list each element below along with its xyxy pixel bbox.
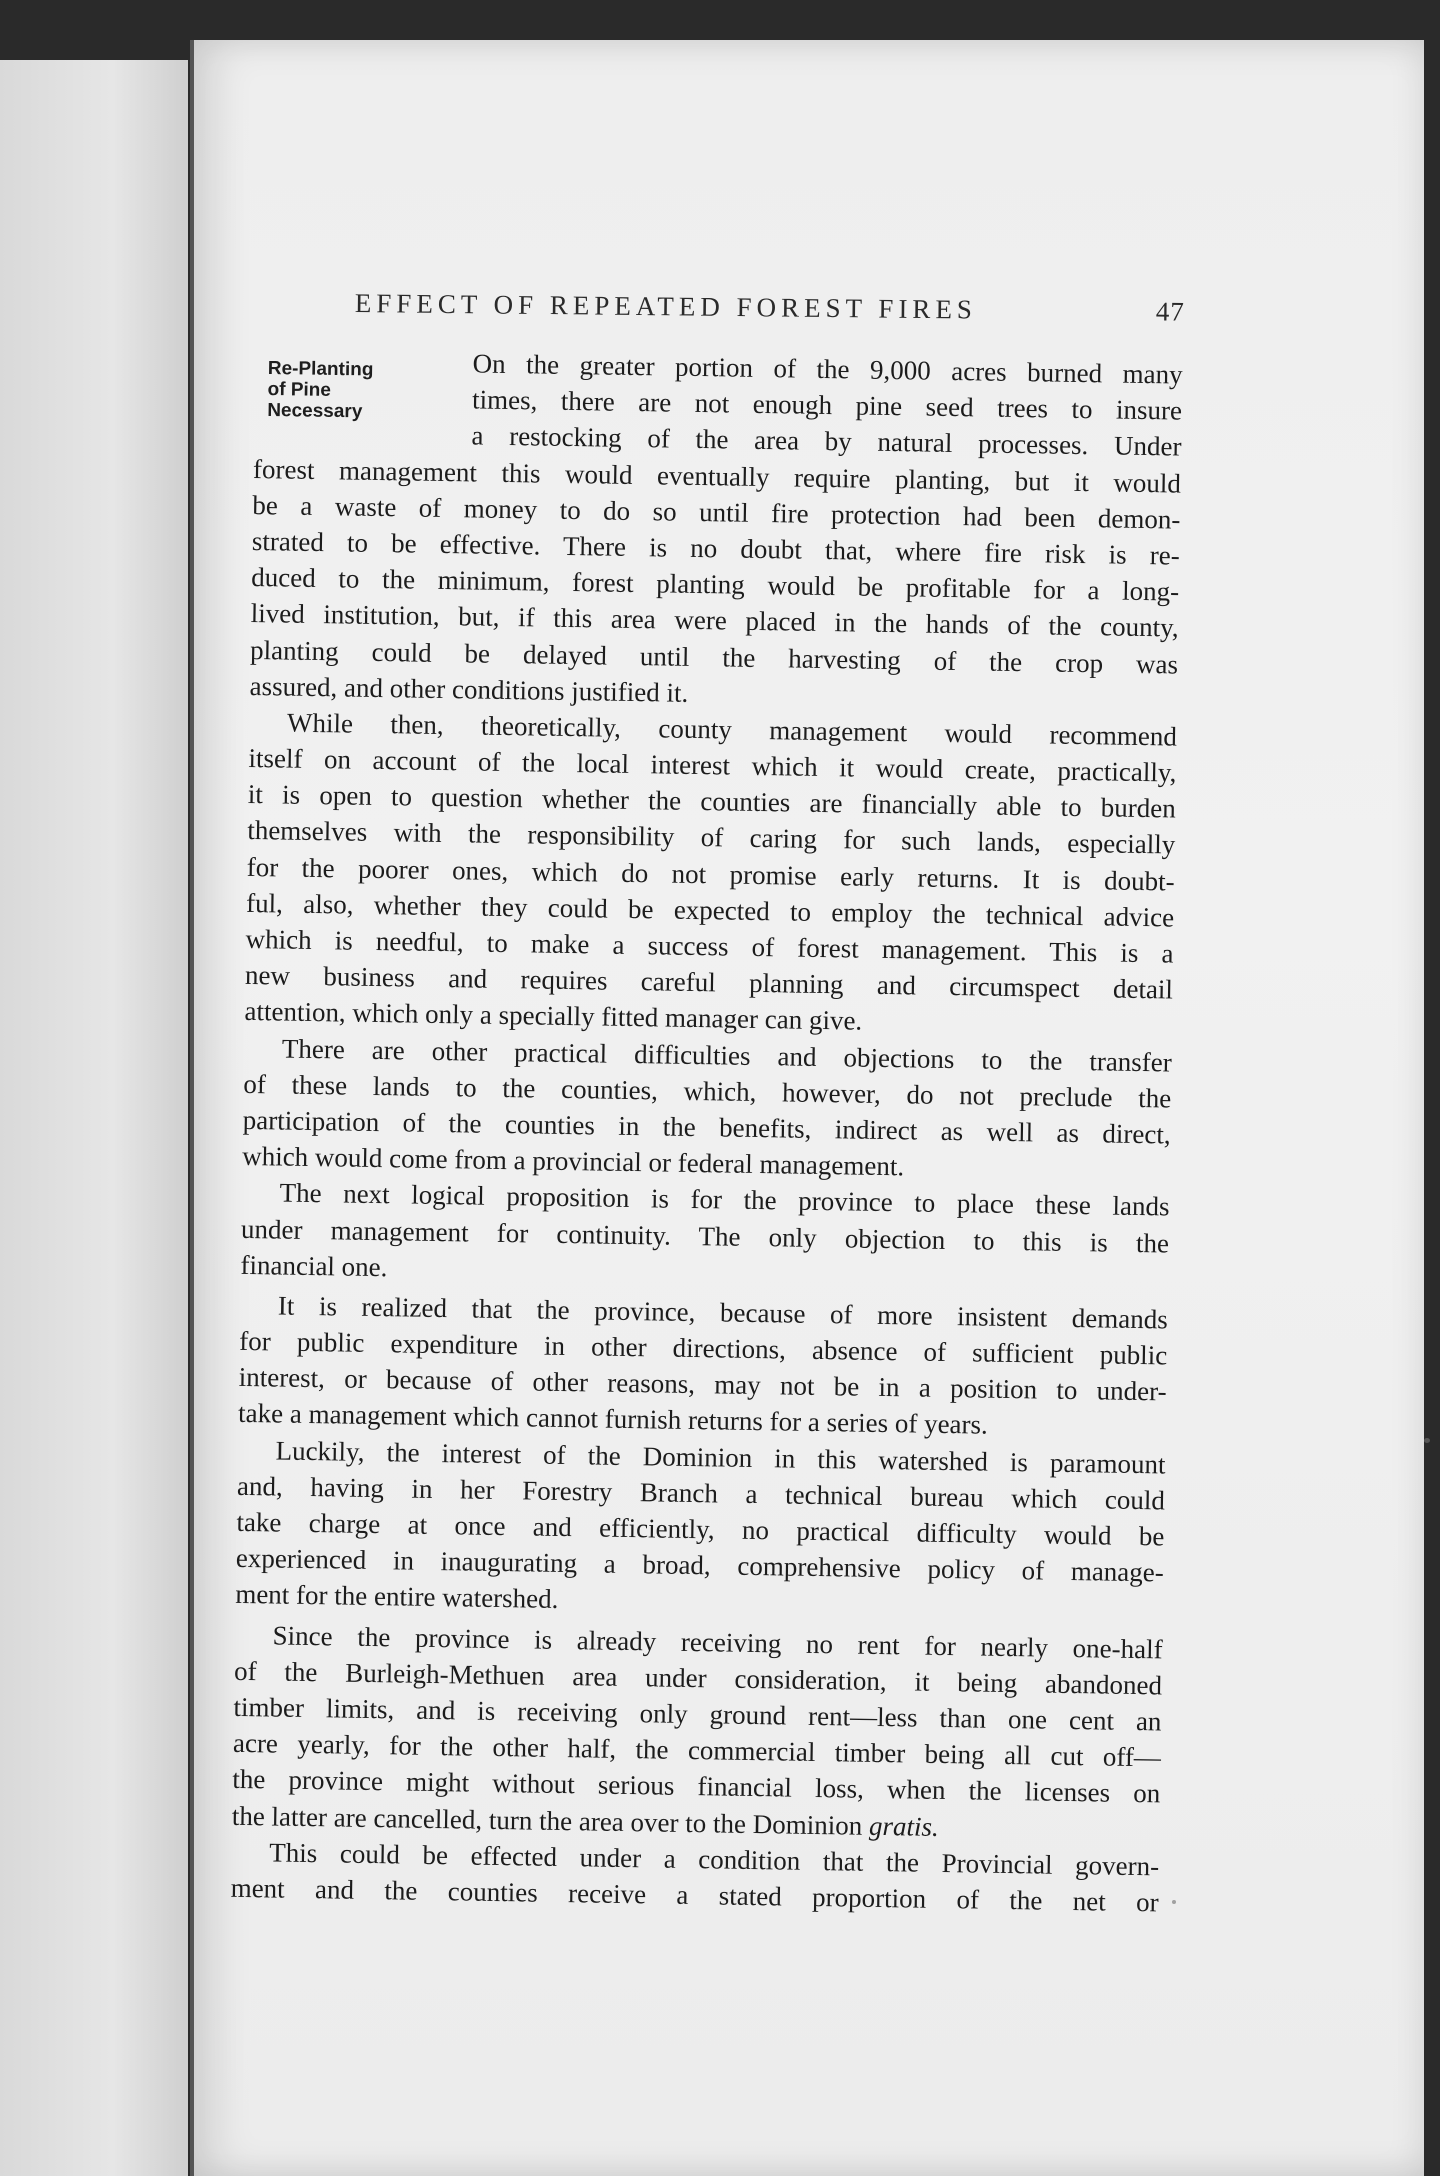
text-line: be a waste of money to do so until fire protection had been demon-: [252, 489, 1181, 535]
text-line: the province might without serious financial loss, when the licenses on: [232, 1764, 1161, 1809]
text-line: planting could be delayed until the harvesting of the crop was: [249, 634, 1179, 680]
paragraph: [230, 1834, 1159, 1921]
text-line: for public expenditure in other directions, absence of sufficient public: [239, 1325, 1168, 1371]
text-line: assured, and other conditions justified it.: [249, 670, 689, 708]
text-line: of these lands to the counties, which, however, do not preclude the: [243, 1068, 1172, 1114]
paragraph: [238, 1287, 1168, 1446]
text-line: under management for continuity. The only objection to this is the: [240, 1213, 1170, 1258]
text-line: lived institution, but, if this area were placed in the hands of the county,: [250, 598, 1179, 643]
text-line: attention, which only a specially fitted manager can give.: [244, 996, 863, 1036]
text-line: and, having in her Forestry Branch a technical bureau which could: [236, 1470, 1166, 1516]
text-line: forest management this would eventually require planting, but it would: [252, 453, 1182, 499]
text-line: which would come from a provincial or federal management.: [241, 1141, 905, 1182]
text-line: It is realized that the province, because of more insistent demands: [277, 1290, 1168, 1335]
paragraph: [242, 1029, 1172, 1188]
paragraph: [232, 1616, 1163, 1848]
text-line: ful, also, whether they could be expected to employ the technical advice: [245, 887, 1175, 933]
text-line: This could be effected under a condition that the Provincial govern-: [269, 1837, 1160, 1882]
text-line: While then, theoretically, county management would recommend: [286, 707, 1178, 752]
text-line: There are other practical difficulties and objections to the transfer: [281, 1033, 1173, 1078]
text-line: take a management which cannot furnish returns for a series of years.: [237, 1398, 989, 1441]
text-line: participation of the counties in the benefits, indirect as well as direct,: [242, 1104, 1171, 1150]
text-line: take charge at once and efficiently, no practical difficulty would be: [236, 1506, 1165, 1552]
margin-note-line: Necessary: [267, 399, 363, 423]
text-line: ment for the entire watershed.: [235, 1579, 559, 1615]
text-line: it is open to question whether the counties are financially able to burden: [247, 779, 1177, 824]
paragraph: [249, 342, 1183, 718]
paragraph: [244, 704, 1177, 1044]
margin-note-line: Re-Planting: [267, 358, 374, 381]
text-line: new business and requires careful planning and circumspect detail: [244, 960, 1174, 1005]
text-line: themselves with the responsibility of caring for such lands, especially: [247, 815, 1176, 860]
running-title: EFFECT OF REPEATED FOREST FIRES: [354, 288, 978, 325]
text-line: ment and the counties receive a stated proportion of the net or: [230, 1872, 1159, 1918]
text-line: experienced in inaugurating a broad, comprehensive policy of manage-: [235, 1543, 1165, 1588]
text-line: duced to the minimum, forest planting would be profitable for a long-: [251, 562, 1180, 607]
italic-word: gratis.: [868, 1810, 940, 1842]
text-line: itself on account of the local interest which it would create, practically,: [248, 743, 1177, 788]
text-line: a restocking of the area by natural processes. Under: [471, 420, 1182, 462]
scan-speck: [1172, 1900, 1176, 1904]
paragraph: [240, 1174, 1170, 1297]
text-line: timber limits, and is receiving only ground rent—less than one cent an: [233, 1691, 1162, 1737]
margin-note-line: of Pine: [267, 378, 332, 401]
text-line: for the poorer ones, which do not promise early returns. It is doubt-: [246, 851, 1175, 897]
text-line: times, there are not enough pine seed trees to insure: [471, 384, 1183, 426]
text-line: Luckily, the interest of the Dominion in this watershed is paramount: [275, 1435, 1166, 1480]
paragraph: [235, 1431, 1166, 1626]
text-line: interest, or because of other reasons, may not be in a position to under-: [238, 1362, 1167, 1407]
page-number: 47: [1155, 296, 1185, 327]
facing-page-edge: [0, 60, 188, 2176]
text-line: Since the province is already receiving no rent for nearly one-half: [272, 1620, 1163, 1664]
text-segment: the latter are cancelled, turn the area over to the Dominion: [231, 1800, 870, 1841]
body-text: [230, 342, 1182, 1920]
text-line: On the greater portion of the 9,000 acres burned many: [472, 348, 1183, 390]
text-line: acre yearly, for the other half, the commercial timber being all cut off—: [232, 1727, 1162, 1773]
text-line: strated to be effective. There is no doubt that, where fire risk is re-: [251, 525, 1180, 571]
text-line: which is needful, to make a success of forest management. This is a: [245, 923, 1174, 969]
text-line: financial one.: [240, 1249, 388, 1282]
scan-speck: [1424, 1438, 1430, 1443]
text-line: The next logical proposition is for the province to place these lands: [279, 1177, 1170, 1222]
text-line: of the Burleigh-Methuen area under consideration, it being abandoned: [233, 1655, 1163, 1701]
